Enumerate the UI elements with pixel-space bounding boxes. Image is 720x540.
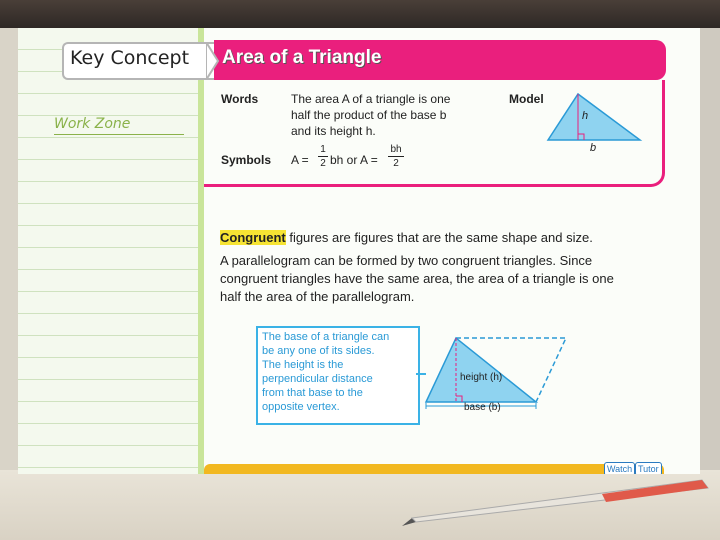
note-line-5: from that base to the [262, 387, 363, 399]
model-height-label: h [582, 110, 589, 122]
base-label: base (b) [464, 402, 501, 413]
words-label: Words [221, 92, 259, 106]
example-header-bar [204, 464, 664, 474]
fraction-2-denominator: 2 [393, 158, 399, 169]
background-top [0, 0, 720, 28]
tutor-button[interactable]: Tutor [635, 462, 662, 474]
fraction-1-bar [318, 156, 328, 157]
congruent-definition [220, 229, 660, 247]
work-zone-underline [54, 134, 184, 135]
congruent-definition-text: figures are figures that are the same shape and size. [285, 230, 593, 245]
paragraph-line-3: half the area of the parallelogram. [220, 289, 415, 304]
fraction-1-denominator: 2 [320, 158, 326, 169]
note-text [262, 330, 414, 414]
formula-prefix: A = [291, 153, 309, 167]
note-line-2: be any one of its sides. [262, 345, 375, 357]
work-zone-label: Work Zone [54, 116, 131, 132]
background-right [700, 28, 720, 470]
work-zone-sidebar [18, 28, 198, 474]
symbols-label: Symbols [221, 153, 272, 167]
paragraph-line-1: A parallelogram can be formed by two congruent triangles. Since [220, 253, 593, 268]
key-concept-arrow [206, 42, 220, 80]
fraction-1-numerator: 1 [320, 144, 326, 155]
height-label: height (h) [460, 372, 503, 383]
key-concept-label: Key Concept [70, 47, 190, 69]
note-line-3: The height is the [262, 359, 344, 371]
model-base-label: b [590, 142, 597, 154]
paragraph-line-2: congruent triangles have the same area, the area of a triangle is one [220, 271, 614, 286]
note-line-6: opposite vertex. [262, 401, 340, 413]
page-title: Area of a Triangle [222, 47, 382, 68]
congruent-term: Congruent [220, 230, 286, 245]
textbook-page [18, 28, 700, 474]
formula-middle: bh or A = [330, 153, 378, 167]
note-line-4: perpendicular distance [262, 373, 373, 385]
words-line-1: The area A of a triangle is one [291, 92, 451, 106]
words-line-2: half the product of the base b [291, 108, 447, 122]
watch-button[interactable]: Watch [604, 462, 635, 474]
background-left [0, 28, 18, 470]
words-line-3: and its height h. [291, 124, 376, 138]
note-line-1: The base of a triangle can [262, 331, 390, 343]
pencil-image [402, 478, 720, 528]
model-label: Model [509, 92, 544, 106]
fraction-2-numerator: bh [390, 144, 402, 155]
fraction-2-bar [388, 156, 404, 157]
